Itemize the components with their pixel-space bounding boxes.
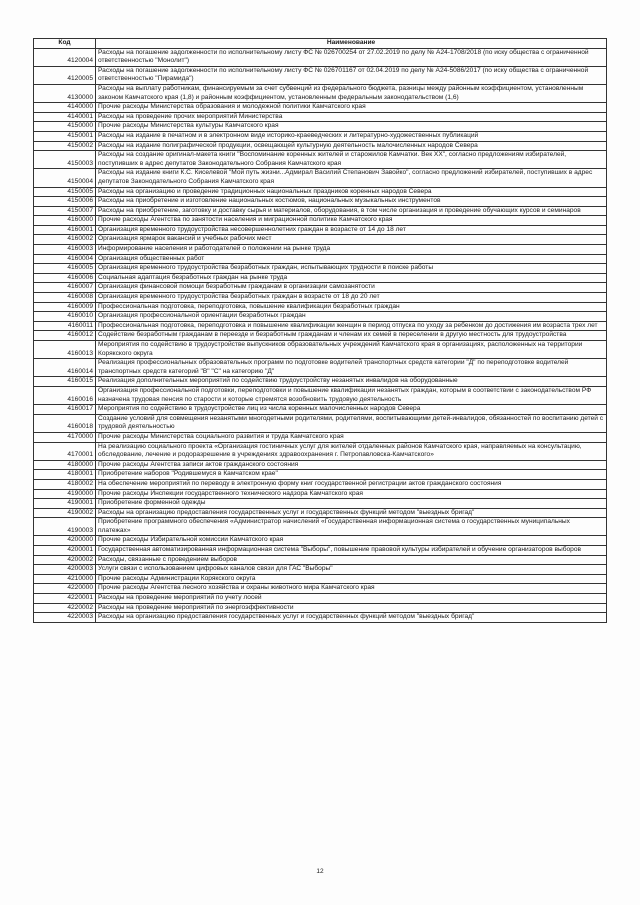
table-row <box>34 122 607 132</box>
row-name: Расходы на выплату работникам, финансируемым за счет субвенций из федерального бюджета, разницы между районным коэффициентом, установленным законом Камчатского края (1,8) и районным коэффициентом, установленным федеральным законодательством (1,6) <box>96 84 607 102</box>
row-code: 4140001 <box>34 112 96 122</box>
row-code: 4160001 <box>34 225 96 235</box>
table-row <box>34 386 607 404</box>
row-name: Организация финансовой помощи безработным гражданам в организации самозанятости <box>96 283 607 293</box>
table-row <box>34 565 607 575</box>
row-code: 4150003 <box>34 151 96 169</box>
row-name: Приобретение наборов "Родившемуся в Камчатском крае" <box>96 470 607 480</box>
row-name: Государственная автоматизированная информационная система "Выборы", повышение правовой культуры избирателей и обучение организаторов выборов <box>96 546 607 556</box>
row-name: Расходы на создание оригинал-макета книги "Воспоминание коренных жителей и старожилов Камчатки. Век ХХ", согласно предложениям избирателей, поступивших в адрес депутатов Законодательного Собрания Камчатского края <box>96 151 607 169</box>
row-code: 4120005 <box>34 66 96 84</box>
row-name: Расходы на проведение прочих мероприятий Министерства <box>96 112 607 122</box>
row-code: 4180001 <box>34 470 96 480</box>
row-name: Реализация профессиональных образовательных программ по подготовке водителей транспортных средств категории "Д" по переподготовке водителей транспортных средств категорий "В" "С" на категорию "Д" <box>96 359 607 377</box>
row-code: 4160007 <box>34 283 96 293</box>
row-code: 4160000 <box>34 216 96 226</box>
row-code: 4220002 <box>34 603 96 613</box>
row-name: Приобретение программного обеспечения «Администратор начислений «Государственная информационная система о государственных муниципальных платежах» <box>96 518 607 536</box>
row-code: 4220003 <box>34 613 96 623</box>
table-row <box>34 169 607 187</box>
table-row <box>34 131 607 141</box>
row-code: 4160017 <box>34 405 96 415</box>
row-name: Приобретение форменной одежды <box>96 499 607 509</box>
table-row <box>34 321 607 331</box>
row-code: 4180002 <box>34 479 96 489</box>
row-code: 4220000 <box>34 584 96 594</box>
table-row <box>34 536 607 546</box>
row-code: 4150001 <box>34 131 96 141</box>
table-row <box>34 508 607 518</box>
table-row <box>34 442 607 460</box>
table-row <box>34 48 607 66</box>
row-code: 4200001 <box>34 546 96 556</box>
table-row <box>34 377 607 387</box>
row-code: 4190000 <box>34 489 96 499</box>
row-name: Прочие расходы Министерства образования и молодежной политики Камчатского края <box>96 103 607 113</box>
row-name: Расходы на погашение задолженности по исполнительному листу ФС № 026700254 от 27.02.2019 по делу № А24-1708/2018 (по иску общества с ограниченной ответственностью "Монолит") <box>96 48 607 66</box>
table-row <box>34 225 607 235</box>
table-row <box>34 112 607 122</box>
row-name: Расходы на издание книги К.С. Киселевой "Мой путь жизни...Адмирал Василий Степанович Завойко", согласно предложений избирателей, поступивших в адрес депутатов Законодательного Собрания Камчатского края <box>96 169 607 187</box>
table-row <box>34 302 607 312</box>
table-row <box>34 141 607 151</box>
table-row <box>34 66 607 84</box>
table-row <box>34 331 607 341</box>
row-name: Прочие расходы Министерства социального развития и труда Камчатского края <box>96 432 607 442</box>
table-row <box>34 341 607 359</box>
row-name: Информирование населения и работодателей о положении на рынке труда <box>96 245 607 255</box>
row-name: Организация профессиональной ориентации безработных граждан <box>96 312 607 322</box>
table-row <box>34 594 607 604</box>
table-row <box>34 546 607 556</box>
row-code: 4200000 <box>34 536 96 546</box>
row-code: 4160015 <box>34 377 96 387</box>
row-name: Профессиональная подготовка, переподготовка, повышение квалификации безработных граждан <box>96 302 607 312</box>
row-code: 4170000 <box>34 432 96 442</box>
table-row <box>34 470 607 480</box>
table-row <box>34 84 607 102</box>
table-row <box>34 613 607 623</box>
table-row <box>34 293 607 303</box>
table-row <box>34 197 607 207</box>
row-code: 4170001 <box>34 442 96 460</box>
table-row <box>34 460 607 470</box>
table-row <box>34 216 607 226</box>
row-code: 4200003 <box>34 565 96 575</box>
table-row <box>34 245 607 255</box>
row-name: Прочие расходы Администрации Корякского округа <box>96 574 607 584</box>
row-name: Прочие расходы Агентства лесного хозяйства и охраны животного мира Камчатского края <box>96 584 607 594</box>
row-name: Профессиональная подготовка, переподготовка и повышение квалификации женщин в период отпуска по уходу за ребенком до достижения им возраста трех лет <box>96 321 607 331</box>
row-name: Прочие расходы Избирательной комиссии Камчатского края <box>96 536 607 546</box>
row-name: Расходы на организацию и проведение традиционных национальных праздников коренных народов Севера <box>96 187 607 197</box>
row-code: 4150007 <box>34 206 96 216</box>
row-code: 4190002 <box>34 508 96 518</box>
name-column-header: Наименование <box>96 39 607 49</box>
table-row <box>34 206 607 216</box>
page-number: 12 <box>316 868 324 875</box>
row-name: Организация ярмарок вакансий и учебных рабочих мест <box>96 235 607 245</box>
row-code: 4160005 <box>34 264 96 274</box>
row-code: 4160002 <box>34 235 96 245</box>
row-name: Прочие расходы Агентства записи актов гражданского состояния <box>96 460 607 470</box>
row-name: Содействие безработным гражданам в переезде и безработным гражданам и членам их семей в переселении в другую местность для трудоустройства <box>96 331 607 341</box>
row-name: Организация временного трудоустройства несовершеннолетних граждан в возрасте от 14 до 18 лет <box>96 225 607 235</box>
row-code: 4160008 <box>34 293 96 303</box>
table-row <box>34 603 607 613</box>
row-name: Расходы на организацию предоставления государственных услуг и государственных функций методом "выездных бригад" <box>96 508 607 518</box>
row-name: Создание условий для совмещения незанятыми многодетными родителями, родителями, воспитывающими детей-инвалидов, обязанностей по воспитанию детей с трудовой деятельностью <box>96 414 607 432</box>
row-code: 4160013 <box>34 341 96 359</box>
row-code: 4200002 <box>34 555 96 565</box>
table-row <box>34 235 607 245</box>
row-name: Мероприятия по содействию в трудоустройстве лиц из числа коренных малочисленных народов Севера <box>96 405 607 415</box>
row-name: Услуги связи с использованием цифровых каналов связи для ГАС "Выборы" <box>96 565 607 575</box>
row-name: Расходы на приобретение и изготовление национальных костюмов, национальных музыкальных инструментов <box>96 197 607 207</box>
table-body <box>34 48 607 622</box>
row-code: 4160006 <box>34 273 96 283</box>
table-row <box>34 187 607 197</box>
row-code: 4160012 <box>34 331 96 341</box>
row-code: 4160010 <box>34 312 96 322</box>
table-row <box>34 489 607 499</box>
table-row <box>34 264 607 274</box>
row-name: Расходы на организацию предоставления государственных услуг и государственных функций методом "выездных бригад" <box>96 613 607 623</box>
row-name: На обеспечение мероприятий по переводу в электронную форму книг государственной регистрации актов гражданского состояния <box>96 479 607 489</box>
table-row <box>34 273 607 283</box>
row-name: Расходы на погашение задолженности по исполнительному листу ФС № 026701167 от 02.04.2019 по делу № А24-5086/2017 (по иску общества с ограниченной ответственностью "Пирамида") <box>96 66 607 84</box>
table-row <box>34 414 607 432</box>
row-code: 4160014 <box>34 359 96 377</box>
row-code: 4180000 <box>34 460 96 470</box>
row-code: 4150000 <box>34 122 96 132</box>
row-name: Организация временного трудоустройства безработных граждан, испытывающих трудности в поиске работы <box>96 264 607 274</box>
row-name: Социальная адаптация безработных граждан на рынке труда <box>96 273 607 283</box>
row-name: Расходы на проведение мероприятий по энергоэффективности <box>96 603 607 613</box>
table-row <box>34 432 607 442</box>
table-row <box>34 555 607 565</box>
table-row <box>34 103 607 113</box>
table-row <box>34 518 607 536</box>
code-column-header: Код <box>34 39 96 49</box>
row-code: 4160009 <box>34 302 96 312</box>
budget-codes-table <box>33 38 607 623</box>
row-name: Организация общественных работ <box>96 254 607 264</box>
table-row <box>34 254 607 264</box>
row-name: Прочие расходы Агентства по занятости населения и миграционной политике Камчатского края <box>96 216 607 226</box>
row-name: Расходы на издание в печатном и в электронном виде историко-краеведческих и литературно-художественных публикаций <box>96 131 607 141</box>
table-row <box>34 405 607 415</box>
row-code: 4160011 <box>34 321 96 331</box>
row-code: 4150004 <box>34 169 96 187</box>
table-row <box>34 312 607 322</box>
row-code: 4140000 <box>34 103 96 113</box>
row-code: 4150002 <box>34 141 96 151</box>
table-row <box>34 151 607 169</box>
row-code: 4190003 <box>34 518 96 536</box>
table-header-row <box>34 39 607 49</box>
table-row <box>34 283 607 293</box>
row-code: 4220001 <box>34 594 96 604</box>
row-name: Мероприятия по содействию в трудоустройстве выпускников образовательных учреждений Камчатского края в организациях, расположенных на территории Корякского округа <box>96 341 607 359</box>
row-name: Расходы, связанные с проведением выборов <box>96 555 607 565</box>
table-row <box>34 574 607 584</box>
row-name: Расходы на проведение мероприятий по учету лосей <box>96 594 607 604</box>
row-code: 4150006 <box>34 197 96 207</box>
row-code: 4120004 <box>34 48 96 66</box>
row-code: 4160018 <box>34 414 96 432</box>
row-name: Расходы на приобретение, заготовку и доставку сырья и материалов, оборудования, в том числе организация и проведение обучающих курсов и семинаров <box>96 206 607 216</box>
row-code: 4130000 <box>34 84 96 102</box>
row-code: 4190001 <box>34 499 96 509</box>
row-code: 4160016 <box>34 386 96 404</box>
row-code: 4210000 <box>34 574 96 584</box>
table-row <box>34 359 607 377</box>
row-code: 4160004 <box>34 254 96 264</box>
row-name: Прочие расходы Министерства культуры Камчатского края <box>96 122 607 132</box>
row-name: Расходы на издание полиграфической продукции, освещающей культурную деятельность малочисленных народов Севера <box>96 141 607 151</box>
table-row <box>34 584 607 594</box>
row-code: 4160003 <box>34 245 96 255</box>
table-row <box>34 479 607 489</box>
row-name: Организация профессиональной подготовки, переподготовки и повышение квалификации незанятых граждан, которым в соответствии с законодательством РФ назначена трудовая пенсия по старости и которые стремятся возобновить трудовую деятельность <box>96 386 607 404</box>
row-name: На реализацию социального проекта «Организация гостиничных услуг для жителей отдаленных районов Камчатского края, направляемых на консультацию, обследование, лечение и родоразрешение в учреждениях здравоохранения г. Петропавловска-Камчатского» <box>96 442 607 460</box>
table-row <box>34 499 607 509</box>
row-name: Реализация дополнительных мероприятий по содействию трудоустройству незанятых инвалидов на оборудованные <box>96 377 607 387</box>
row-name: Организация временного трудоустройства безработных граждан в возрасте от 18 до 20 лет <box>96 293 607 303</box>
row-name: Прочие расходы Инспекции государственного технического надзора Камчатского края <box>96 489 607 499</box>
row-code: 4150005 <box>34 187 96 197</box>
